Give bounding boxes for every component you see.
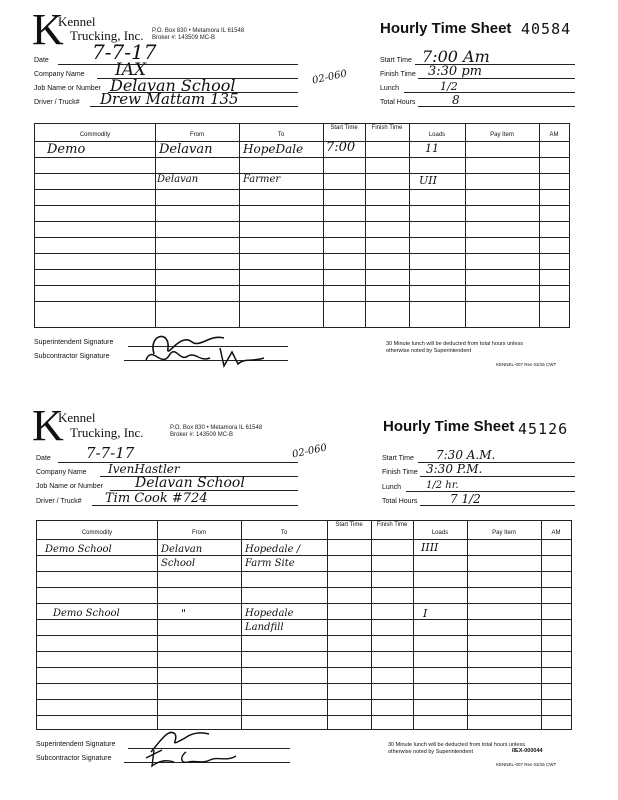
company-name-value[interactable]: IAX [115,60,147,80]
lunch-note-line2: otherwise noted by Superintendent [386,348,472,354]
lunch-note-line1: 30 Minute lunch will be deducted from total hours unless [386,341,523,347]
driver-value[interactable]: Tim Cook #724 [105,491,208,506]
company-name-line1: Kennel [58,410,96,425]
company-logo-k: K [32,5,64,54]
date-label: Date [34,57,49,64]
finish-time-label: Finish Time [380,71,416,78]
lunch-value[interactable]: 1/2 [440,80,458,93]
entries-table [36,520,572,730]
job-name-label: Job Name or Number [36,483,103,490]
table-row-2-from[interactable]: Delavan [157,174,199,185]
lunch-label: Lunch [380,85,400,92]
table-row-1-start[interactable]: 7:00 [326,140,356,155]
col-am: AM [549,132,559,138]
table-row-2-commodity[interactable]: Demo School [53,608,120,619]
sheet-title: Hourly Time Sheet [383,418,515,435]
driver-value[interactable]: Drew Mattam 135 [100,90,239,108]
table-row-1-loads[interactable]: 11 [425,142,439,155]
lunch-note-line2: otherwise noted by Superintendent [388,749,474,755]
col-am: AM [551,530,561,536]
col-commodity: Commodity [79,132,111,138]
form-code: KENNEL-007 Rev 03/15 CWT [496,362,557,367]
entries-table [34,123,570,328]
job-code: 02-060 [311,68,348,87]
company-name-line1: Kennel [58,14,96,29]
col-loads: Loads [431,530,449,536]
table-row-2-to[interactable]: Farmer [243,174,281,185]
table-row-2-to[interactable]: Hopedale Landfill [245,608,294,633]
company-name-label: Company Name [34,71,85,78]
col-from: From [192,530,206,536]
subcontractor-signature-label: Subcontractor Signature [36,755,112,762]
company-name-label: Company Name [36,469,87,476]
col-loads: Loads [428,132,446,138]
time-sheet-2 [0,398,618,798]
form-code: KENNEL-007 Rev 03/15 CWT [496,762,557,767]
company-address: P.O. Box 830 • Metamora IL 61548 [152,28,245,34]
col-from: From [190,132,204,138]
col-commodity: Commodity [81,530,113,536]
job-name-value[interactable]: Delavan School [110,76,236,95]
table-row-1-from[interactable]: Delavan [159,142,213,157]
table-row-1-to[interactable]: Hopedale / Farm Site [245,544,301,569]
table-row-1-loads[interactable]: IIII [421,541,439,554]
document-id: IIEX-000044 [512,748,543,754]
job-code: 02-060 [291,442,328,461]
driver-label: Driver / Truck# [34,99,80,106]
finish-time-label: Finish Time [382,469,418,476]
lunch-value[interactable]: 1/2 hr. [426,480,459,491]
sheet-number: 45126 [518,420,569,438]
start-time-label: Start Time [380,57,412,64]
total-hours-label: Total Hours [380,99,416,106]
subcontractor-signature [140,340,270,374]
col-finish-time: Finish Time [371,125,403,131]
subcontractor-signature [140,742,250,770]
company-logo-k: K [32,401,64,450]
company-name-value[interactable]: IvenHastler [108,462,180,476]
driver-label: Driver / Truck# [36,498,82,505]
col-pay-item: Pay Item [490,132,514,138]
total-hours-label: Total Hours [382,498,418,505]
table-row-2-loads[interactable]: I [423,607,428,620]
date-value[interactable]: 7-7-17 [86,444,135,462]
company-name-line2: Trucking, Inc. [70,28,144,43]
lunch-note-line1: 30 Minute lunch will be deducted from total hours unless [388,742,525,748]
col-finish-time: Finish Time [376,522,408,528]
date-value[interactable]: 7-7-17 [92,40,157,64]
start-time-value[interactable]: 7:30 A.M. [436,448,496,462]
table-row-1-to[interactable]: HopeDale [243,142,304,156]
col-start-time: Start Time [330,125,358,131]
col-to: To [280,530,288,536]
table-row-1-commodity[interactable]: Demo School [45,544,112,555]
lunch-label: Lunch [382,484,402,491]
job-name-label: Job Name or Number [34,85,101,92]
superintendent-signature-label: Superintendent Signature [34,339,114,346]
total-hours-value[interactable]: 7 1/2 [450,492,481,506]
col-to: To [277,132,285,138]
finish-time-value[interactable]: 3:30 pm [428,64,482,79]
broker-number: Broker #: 143509 MC-B [152,35,216,41]
company-address: P.O. Box 830 • Metamora IL 61548 [170,425,263,431]
table-row-1-from[interactable]: Delavan School [161,544,203,569]
table-row-2-loads[interactable]: UII [419,174,437,187]
start-time-label: Start Time [382,455,414,462]
finish-time-value[interactable]: 3:30 P.M. [426,462,483,476]
sheet-title: Hourly Time Sheet [380,20,512,37]
date-label: Date [36,455,51,462]
sheet-number: 40584 [521,20,572,38]
table-row-1-commodity[interactable]: Demo [47,142,86,157]
company-name-line2: Trucking, Inc. [70,425,144,440]
col-pay-item: Pay Item [492,530,516,536]
table-row-2-from[interactable]: " [181,607,187,620]
total-hours-value[interactable]: 8 [452,93,460,107]
job-name-value[interactable]: Delavan School [135,475,245,491]
col-start-time: Start Time [335,522,363,528]
superintendent-signature-label: Superintendent Signature [36,741,116,748]
subcontractor-signature-label: Subcontractor Signature [34,353,110,360]
broker-number: Broker #: 143509 MC-B [170,432,234,438]
start-time-value[interactable]: 7:00 Am [422,47,490,66]
